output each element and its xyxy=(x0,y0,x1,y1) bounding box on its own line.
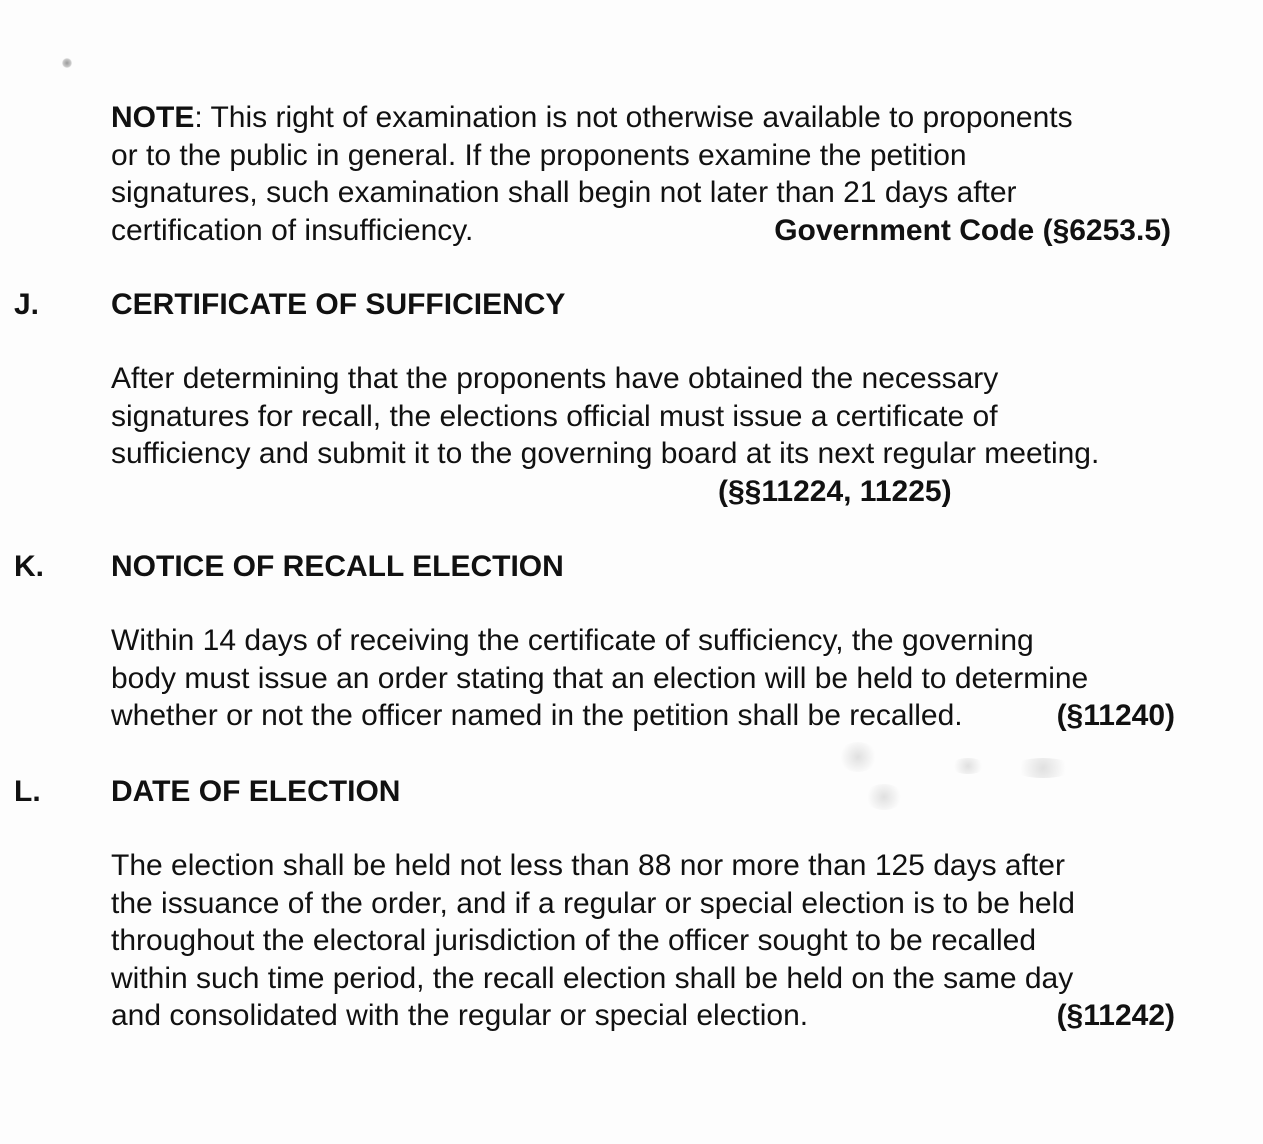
scan-smudge xyxy=(950,758,986,774)
body-line: throughout the electoral jurisdiction of the officer sought to be recalled xyxy=(111,924,1037,957)
note-citation: Government Code (§6253.5) xyxy=(774,213,1171,247)
section-heading: DATE OF ELECTION xyxy=(111,775,401,808)
body-line: Within 14 days of receiving the certificate of sufficiency, the governing xyxy=(111,624,1034,657)
body-line: within such time period, the recall election shall be held on the same day xyxy=(111,961,1074,995)
section-letter: K. xyxy=(14,550,44,583)
section-l-body xyxy=(111,847,1181,1035)
body-line: After determining that the proponents have obtained the necessary xyxy=(111,362,999,395)
body-line-with-citation xyxy=(111,997,1181,1035)
body-line-with-citation xyxy=(111,697,1181,735)
section-citation: (§11240) xyxy=(1056,699,1175,732)
section-heading: CERTIFICATE OF SUFFICIENCY xyxy=(111,288,566,321)
body-line-text: whether or not the officer named in the petition shall be recalled. xyxy=(111,699,963,732)
body-line-text: and consolidated with the regular or special election. xyxy=(111,999,809,1032)
scan-smudge xyxy=(1012,758,1074,778)
note-label: NOTE xyxy=(111,101,195,134)
body-line: The election shall be held not less than 88 nor more than 125 days after xyxy=(111,849,1065,882)
section-citation: (§11242) xyxy=(1056,999,1175,1032)
section-letter: J. xyxy=(14,288,40,321)
scan-speck xyxy=(62,58,72,68)
note-line-4-text: certification of insufficiency. xyxy=(111,213,474,247)
note-line-2: or to the public in general. If the proponents examine the petition xyxy=(111,138,967,172)
scan-smudge xyxy=(864,784,904,810)
body-line: signatures for recall, the elections official must issue a certificate of xyxy=(111,399,998,433)
note-line-1-text: : This right of examination is not otherwise available to proponents xyxy=(194,101,1073,134)
section-heading: NOTICE OF RECALL ELECTION xyxy=(111,550,564,583)
note-line-3: signatures, such examination shall begin not later than 21 days after xyxy=(111,176,1017,209)
note-line-4 xyxy=(111,212,1181,250)
section-k-body xyxy=(111,622,1181,735)
note-line-1 xyxy=(111,99,1181,137)
section-j-body xyxy=(111,360,1181,510)
section-letter: L. xyxy=(14,775,41,808)
note-paragraph xyxy=(111,99,1181,249)
scan-smudge xyxy=(838,742,878,772)
section-citation: (§§11224, 11225) xyxy=(718,474,952,508)
body-line: body must issue an order stating that an election will be held to determine xyxy=(111,661,1089,695)
body-line: the issuance of the order, and if a regular or special election is to be held xyxy=(111,886,1075,920)
body-line: sufficiency and submit it to the governing board at its next regular meeting. xyxy=(111,437,1100,470)
